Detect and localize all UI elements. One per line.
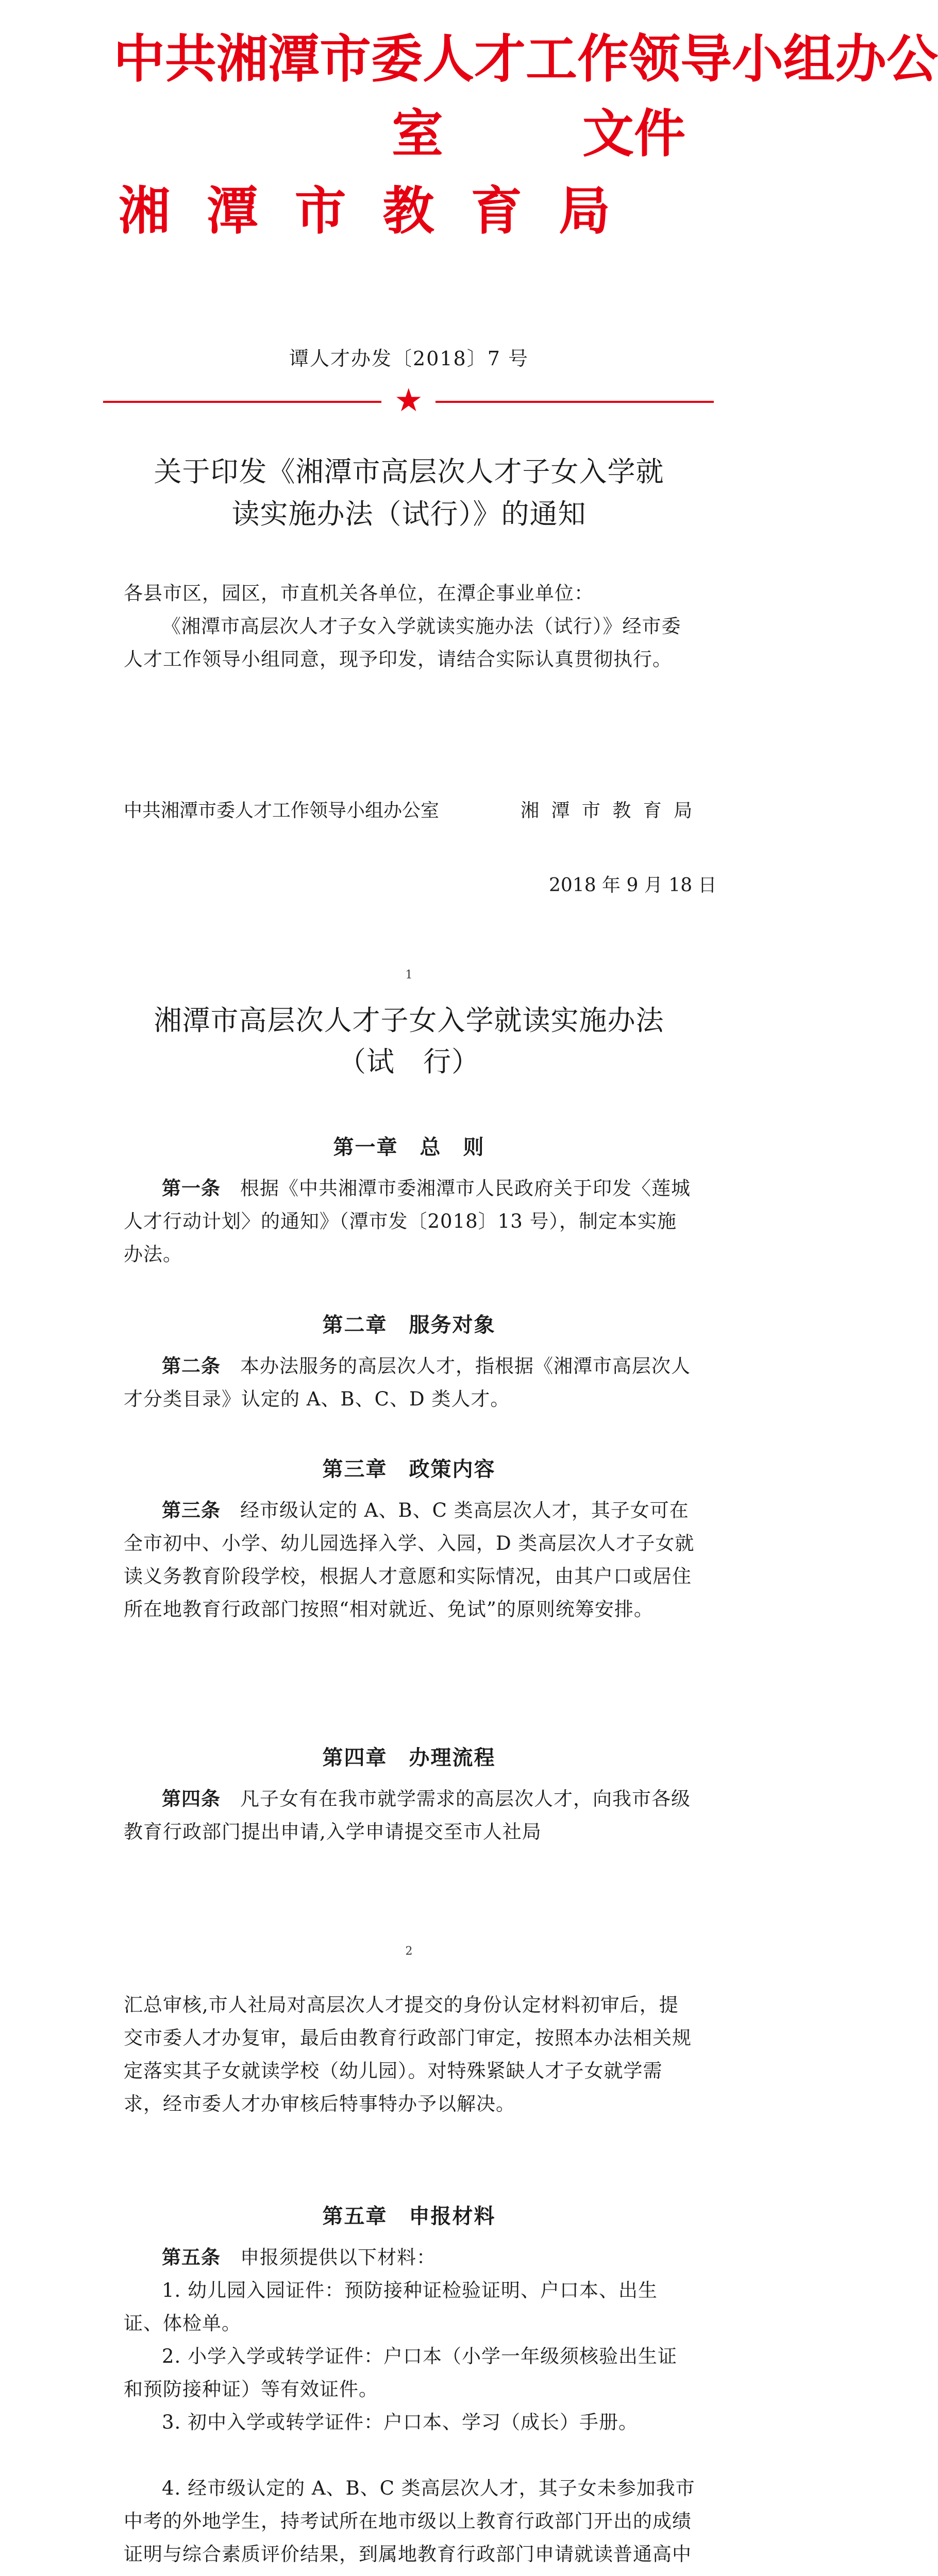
article-1-label: 第一条: [162, 1177, 221, 1199]
red-divider-right: [435, 401, 714, 403]
doc-number: 谭人才办发〔2018〕7 号: [289, 347, 529, 370]
article-3: [124, 1494, 696, 1626]
article-3-label: 第三条: [162, 1499, 221, 1521]
article-4-text-part-1: 凡子女有在我市就学需求的高层次人才，向我市各级教育行政部门提出申请,入学申请提交至市人社局: [124, 1788, 691, 1843]
article-1-text: 根据《中共湘潭市委湘潭市人民政府关于印发〈莲城人才行动计划〉的通知》（潭市发〔2018〕13 号），制定本实施办法。: [124, 1177, 691, 1265]
chapter-1-title: 第一章 总 则: [333, 1136, 485, 1159]
notice-title-line-1: 关于印发《湘潭市高层次人才子女入学就: [154, 455, 664, 488]
article-4-label: 第四条: [162, 1788, 221, 1810]
article-5-item-3: 3. 初中入学或转学证件：户口本、学习（成长）手册。: [162, 2411, 639, 2433]
article-1: [124, 1172, 696, 1271]
article-5-item-4: 4. 经市级认定的 A、B、C 类高层次人才，其子女未参加我市中考的外地学生，持考试所在地市级以上教育行政部门开出的成绩证明与综合素质评价结果，到属地教育行政部门申请就读普通高中: [124, 2477, 695, 2565]
page-number: 1: [405, 969, 413, 981]
issuer-line-2-suffix: 文件: [582, 104, 685, 164]
article-3-text: 经市级认定的 A、B、C 类高层次人才，其子女可在全市初中、小学、幼儿园选择入学、入园，D 类高层次人才子女就读义务教育阶段学校，根据人才意愿和实际情况，由其户口或居住所在地教育行政部门按照“相对就近、免试”的原则统筹安排。: [124, 1499, 695, 1620]
article-5-item-1: 1. 幼儿园入园证件：预防接种证检验证明、户口本、出生证、体检单。: [124, 2279, 658, 2334]
page-1: [0, 0, 938, 989]
page-3: [0, 1968, 818, 2576]
measures-title-line-1: 湘潭市高层次人才子女入学就读实施办法: [154, 1004, 664, 1037]
issuer-line-3: 湘 潭 市 教 育 局: [119, 181, 620, 241]
page-2: [0, 989, 818, 1968]
article-4-text-part-2: 汇总审核,市人社局对高层次人才提交的身份认定材料初审后，提交市委人才办复审，最后由教育行政部门审定，按照本办法相关规定落实其子女就读学校（幼儿园）。对特殊紧缺人才子女就学需求，经市委人才办审核后特事特办予以解决。: [124, 1994, 692, 2115]
notice-addressee: 各县市区，园区，市直机关各单位，在潭企事业单位：: [124, 582, 594, 604]
issuer-line-2-char: 室: [392, 104, 443, 164]
page-number: 2: [405, 1945, 413, 1958]
notice-body: 《湘潭市高层次人才子女入学就读实施办法（试行）》经市委人才工作领导小组同意，现予印发，请结合实际认真贯彻执行。: [124, 615, 681, 670]
article-5-item-2: 2. 小学入学或转学证件：户口本（小学一年级须核验出生证和预防接种证）等有效证件。: [124, 2345, 678, 2400]
article-5-label: 第五条: [162, 2246, 221, 2268]
chapter-5-title: 第五章 申报材料: [322, 2205, 496, 2228]
chapter-4-title: 第四章 办理流程: [322, 1746, 496, 1770]
notice-title-line-2: 读实施办法（试行）》的通知: [231, 498, 587, 530]
article-2-label: 第二条: [162, 1355, 221, 1377]
signer-1: 中共湘潭市委人才工作领导小组办公室: [124, 800, 440, 821]
article-5: [124, 2241, 696, 2274]
issuer-line-1: 中共湘潭市委人才工作领导小组办公: [113, 29, 938, 89]
article-2-text: 本办法服务的高层次人才，指根据《湘潭市高层次人才分类目录》认定的 A、B、C、D 类人才。: [124, 1355, 691, 1410]
issue-date: 2018 年 9 月 18 日: [549, 875, 717, 896]
red-divider-left: [103, 401, 381, 403]
article-2: [124, 1350, 696, 1416]
measures-title-line-2: （试 行）: [338, 1045, 480, 1078]
star-icon: ★: [394, 381, 423, 419]
article-4-part-1: [124, 1783, 696, 1849]
article-5-text: 申报须提供以下材料：: [240, 2246, 436, 2268]
chapter-2-title: 第二章 服务对象: [322, 1313, 496, 1337]
signer-2: 湘 潭 市 教 育 局: [521, 800, 696, 821]
chapter-3-title: 第三章 政策内容: [322, 1458, 496, 1481]
